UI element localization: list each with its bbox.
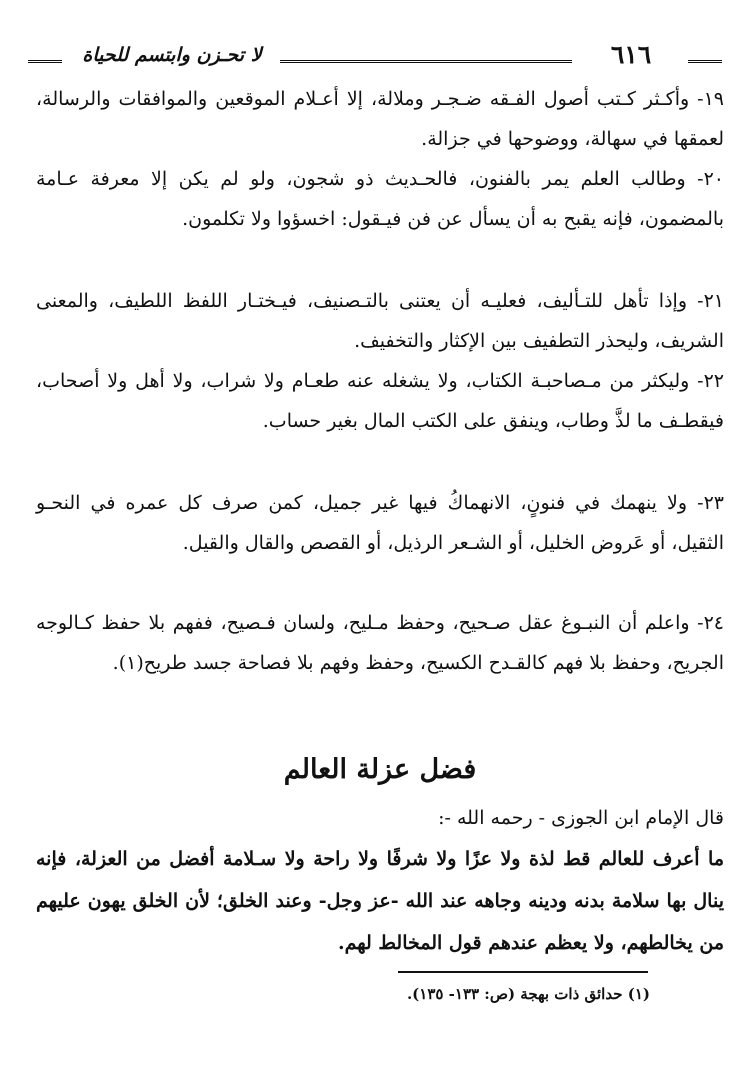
- running-title: لا تحـزن وابتسم للحياة: [82, 44, 262, 66]
- quote-text: ما أعرف للعالم قط لذة ولا عزًا ولا شرفًا ولا راحة ولا سـلامة أفضل من العزلة، فإنه ينال بها سلامة بدنه ودينه وجاهه عند الله -عز وجل- وعند الخلق؛ لأن الخلق يهون عليهم من يخالطهم، ولا يعظم عندهم قول المخالط لهم.: [36, 848, 724, 954]
- paragraph-22: ٢٢- وليكثر من مـصاحبـة الكتاب، ولا يشغله عنه طعـام ولا شراب، ولا أهل ولا أصحاب، فيقطـف ما لذَّ وطاب، وينفق على الكتب المال بغير حساب.: [36, 370, 724, 432]
- paragraph-24: ٢٤- واعلم أن النبـوغ عقل صـحيح، وحفظ مـليح، ولسان فـصيح، ففهم بلا حفظ كـالوجه الجريح، وحفظ بلا فهم كالقـدح الكسيح، وحفظ وفهم بلا فصاحة جسد طريح(١).: [36, 612, 724, 674]
- footnote: (١) حدائق ذات بهجة (ص: ١٣٣- ١٣٥).: [406, 985, 650, 1003]
- paragraph-20: ٢٠- وطالب العلم يمر بالفنون، فالحـديث ذو شجون، ولو لم يكن إلا معرفة عـامة بالمضمون، فإنه يقبح به أن يسأل عن فن فيـقول: اخسؤوا ولا تكلمون.: [36, 168, 724, 230]
- page-header: [28, 42, 724, 80]
- paragraph-19: ١٩- وأكـثر كـتب أصول الفـقه ضـجـر وملالة، إلا أعـلام الموقعين والموافقات والرسالة، لعمقها في سهالة، ووضوحها في جزالة.: [36, 88, 724, 150]
- quote-attribution: قال الإمام ابن الجوزى - رحمه الله -:: [438, 807, 724, 829]
- paragraph-21: ٢١- وإذا تأهل للتـأليف، فعليـه أن يعتنى بالتـصنيف، فيـختـار اللفظ اللطيف، والمعنى الشريف، وليحذر التطفيف بين الإكثار والتخفيف.: [36, 290, 724, 352]
- section-title: فضل عزلة العالم: [283, 754, 477, 785]
- header-ornament-right: [688, 60, 722, 63]
- paragraph-23: ٢٣- ولا ينهمك في فنونٍ، الانهماكُ فيها غير جميل، كمن صرف كل عمره في النحـو الثقيل، أو عَروض الخليل، أو الشـعر الرذيل، أو القصص والقال والقيل.: [36, 492, 724, 554]
- page-number: ٦١٦: [610, 40, 652, 69]
- footnote-separator: [398, 971, 648, 973]
- header-rule: [280, 60, 572, 63]
- header-ornament-left: [28, 60, 62, 63]
